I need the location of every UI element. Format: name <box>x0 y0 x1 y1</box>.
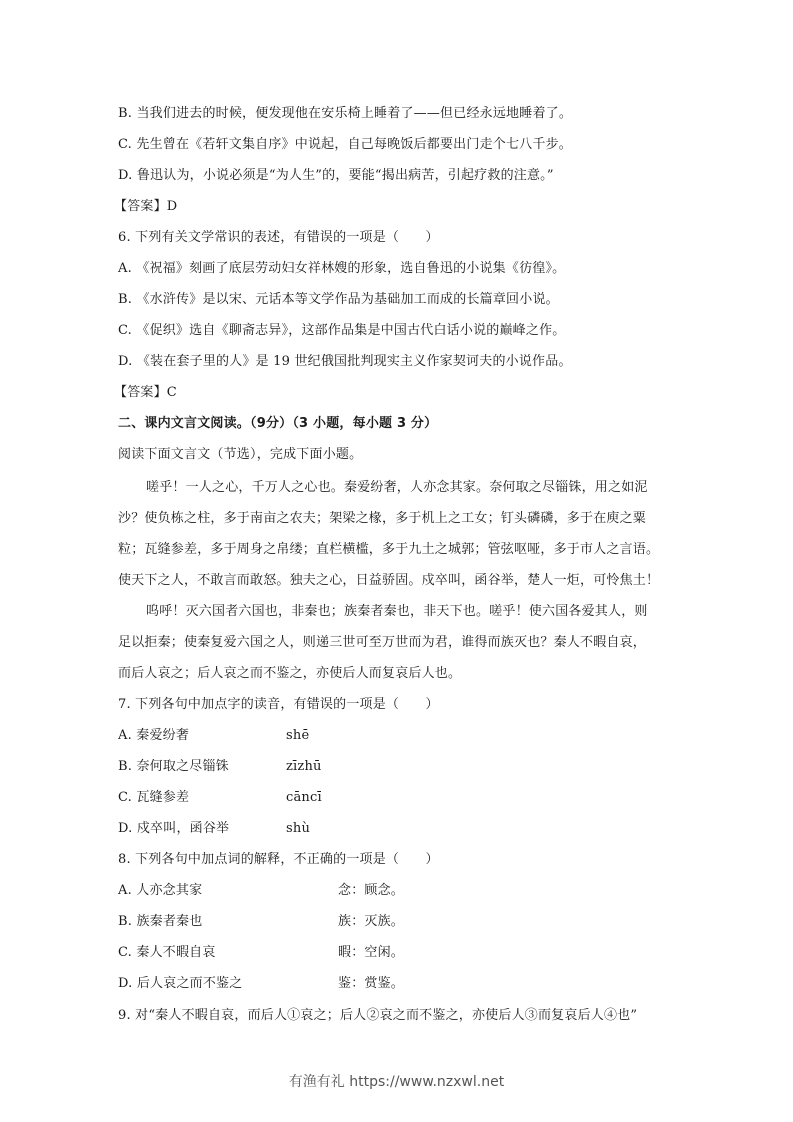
q8-option-d <box>118 976 242 992</box>
passage-p1-line4: 使天下之人，不敢言而敢怒。独夫之心，日益骄固。戍卒叫，函谷举，楚人一炬，可怜焦土！ <box>118 573 660 588</box>
option-text: 《装在套子里的人》是 19 世纪俄国批判现实主义作家契诃夫的小说作品。 <box>136 354 572 369</box>
q5-answer: 【答案】D <box>114 199 178 214</box>
passage-p1-line3: 粒；瓦缝参差，多于周身之帛缕；直栏横槛，多于九土之城郭；管弦呕哑，多于市人之言语。 <box>118 542 660 557</box>
q6-stem: 6. 下列有关文学常识的表述，有错误的一项是（ ） <box>118 230 439 245</box>
q8-option-b-gloss: 族：灭族。 <box>338 914 405 929</box>
q7-option-c-pinyin: cāncī <box>286 790 322 805</box>
q7-option-a <box>118 728 189 744</box>
passage-p2-line2: 足以拒秦；使秦复爱六国之人，则递三世可至万世而为君，谁得而族灭也？秦人不暇自哀， <box>118 635 647 650</box>
option-label: C. <box>118 323 133 338</box>
q7-option-b-pinyin: zīzhū <box>286 759 322 774</box>
q6-option-d <box>118 354 572 370</box>
q5-option-d <box>118 168 554 184</box>
q6-option-b <box>118 292 559 308</box>
option-label: C. <box>118 790 133 805</box>
option-text: 奈何取之尽锱铢 <box>136 759 229 774</box>
option-text: 后人哀之而不鉴之 <box>136 976 243 991</box>
option-label: C. <box>118 945 133 960</box>
q7-option-b <box>118 759 229 775</box>
q7-option-a-pinyin: shē <box>286 728 310 743</box>
option-label: A. <box>118 883 132 898</box>
option-label: C. <box>118 137 133 152</box>
option-label: A. <box>118 261 132 276</box>
q8-option-c-gloss: 暇：空闲。 <box>338 945 405 960</box>
q5-option-c <box>118 137 572 153</box>
option-label: B. <box>118 759 133 774</box>
passage-p1-line1: 嗟乎！一人之心，千万人之心也。秦爱纷奢，人亦念其家。奈何取之尽锱铢，用之如泥 <box>146 480 648 495</box>
q7-option-d-pinyin: shù <box>286 821 311 836</box>
q7-option-d <box>118 821 229 837</box>
option-text: 秦人不暇自哀 <box>136 945 216 960</box>
passage-p1-line2: 沙？使负栋之柱，多于南亩之农夫；架梁之椽，多于机上之工女；钉头磷磷，多于在庾之粟 <box>118 511 647 526</box>
option-text: 秦爱纷奢 <box>136 728 190 743</box>
option-text: 当我们进去的时候，便发现他在安乐椅上睡着了——但已经永远地睡着了。 <box>136 106 573 121</box>
q8-option-b <box>118 914 202 930</box>
option-text: 鲁迅认为，小说必须是“为人生”的，要能“揭出病苦，引起疗救的注意。” <box>136 168 554 183</box>
q6-option-c <box>118 323 565 339</box>
q7-stem: 7. 下列各句中加点字的读音，有错误的一项是（ ） <box>118 697 439 712</box>
section-title: 二、课内文言文阅读。（9分）（3 小题，每小题 3 分） <box>118 416 438 431</box>
section-instruction: 阅读下面文言文（节选），完成下面小题。 <box>118 447 363 462</box>
footer-watermark: 有渔有礼 https://www.nzxwl.net <box>288 1074 505 1090</box>
option-label: B. <box>118 914 133 929</box>
option-text: 戍卒叫，函谷举 <box>136 821 230 836</box>
passage-p2-line3: 而后人哀之；后人哀之而不鉴之，亦使后人而复哀后人也。 <box>118 666 462 681</box>
q8-option-d-gloss: 鉴：赏鉴。 <box>338 976 405 991</box>
q8-option-a <box>118 883 202 899</box>
option-text: 族秦者秦也 <box>136 914 203 929</box>
q8-option-c <box>118 945 216 961</box>
option-label: D. <box>118 168 133 183</box>
q6-option-a <box>118 261 565 277</box>
q9-stem: 9. 对“秦人不暇自哀，而后人①哀之；后人②哀之而不鉴之，亦使后人③而复哀后人④也” <box>118 1008 638 1023</box>
option-label: A. <box>118 728 132 743</box>
q5-option-b <box>118 106 572 122</box>
option-text: 《促织》选自《聊斋志异》，这部作品集是中国古代白话小说的巅峰之作。 <box>136 323 566 338</box>
q6-answer: 【答案】C <box>114 385 177 400</box>
option-label: B. <box>118 106 133 121</box>
option-text: 《祝福》刻画了底层劳动妇女祥林嫂的形象，选自鲁迅的小说集《彷徨》。 <box>136 261 566 276</box>
q8-option-a-gloss: 念：顾念。 <box>338 883 405 898</box>
option-label: D. <box>118 821 133 836</box>
option-label: D. <box>118 976 133 991</box>
q7-option-c <box>118 790 189 806</box>
option-text: 瓦缝参差 <box>136 790 190 805</box>
option-label: D. <box>118 354 133 369</box>
passage-p2-line1: 呜呼！灭六国者六国也，非秦也；族秦者秦也，非天下也。嗟乎！使六国各爱其人，则 <box>146 604 648 619</box>
q8-stem: 8. 下列各句中加点词的解释，不正确的一项是（ ） <box>118 852 439 867</box>
option-text: 先生曾在《若轩文集自序》中说起，自己每晚饭后都要出门走个七八千步。 <box>136 137 572 152</box>
option-label: B. <box>118 292 133 307</box>
option-text: 《水浒传》是以宋、元话本等文学作品为基础加工而成的长篇章回小说。 <box>136 292 559 307</box>
option-text: 人亦念其家 <box>136 883 203 898</box>
